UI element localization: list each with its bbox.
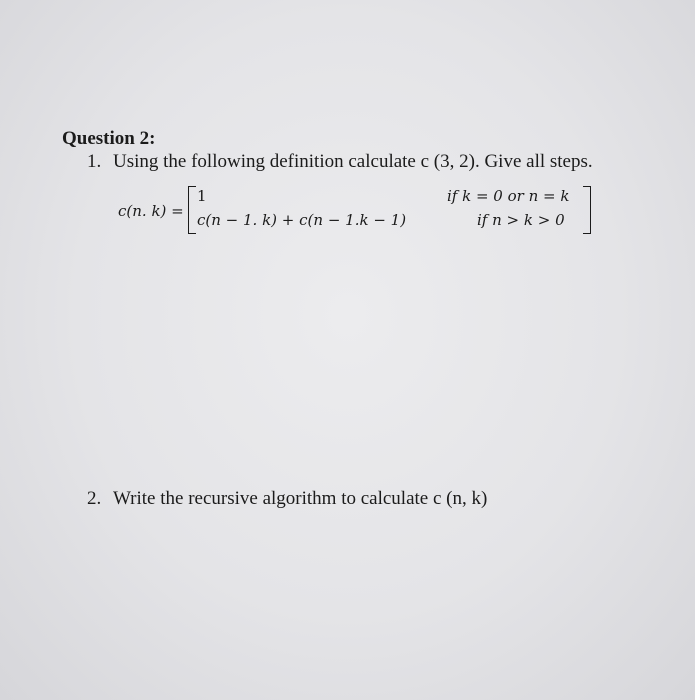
item-text: Using the following definition calculate c (3, 2). Give all steps. — [113, 151, 593, 172]
left-bracket — [188, 186, 196, 234]
question-item-2 — [87, 488, 487, 510]
item-number: 2. — [87, 488, 102, 509]
question-item-1 — [87, 151, 593, 173]
case2-condition: if n > k > 0 — [477, 211, 565, 229]
case2-value: c(n − 1. k) + c(n − 1.k − 1) — [197, 211, 407, 229]
item-text: Write the recursive algorithm to calculate c (n, k) — [113, 488, 488, 509]
question-title: Question 2: — [62, 128, 156, 149]
case1-condition: if k = 0 or n = k — [447, 187, 570, 205]
case1-value: 1 — [197, 187, 207, 205]
item-number: 1. — [87, 151, 102, 172]
formula-lhs: c(n. k) = — [118, 202, 184, 220]
right-bracket — [583, 186, 591, 234]
